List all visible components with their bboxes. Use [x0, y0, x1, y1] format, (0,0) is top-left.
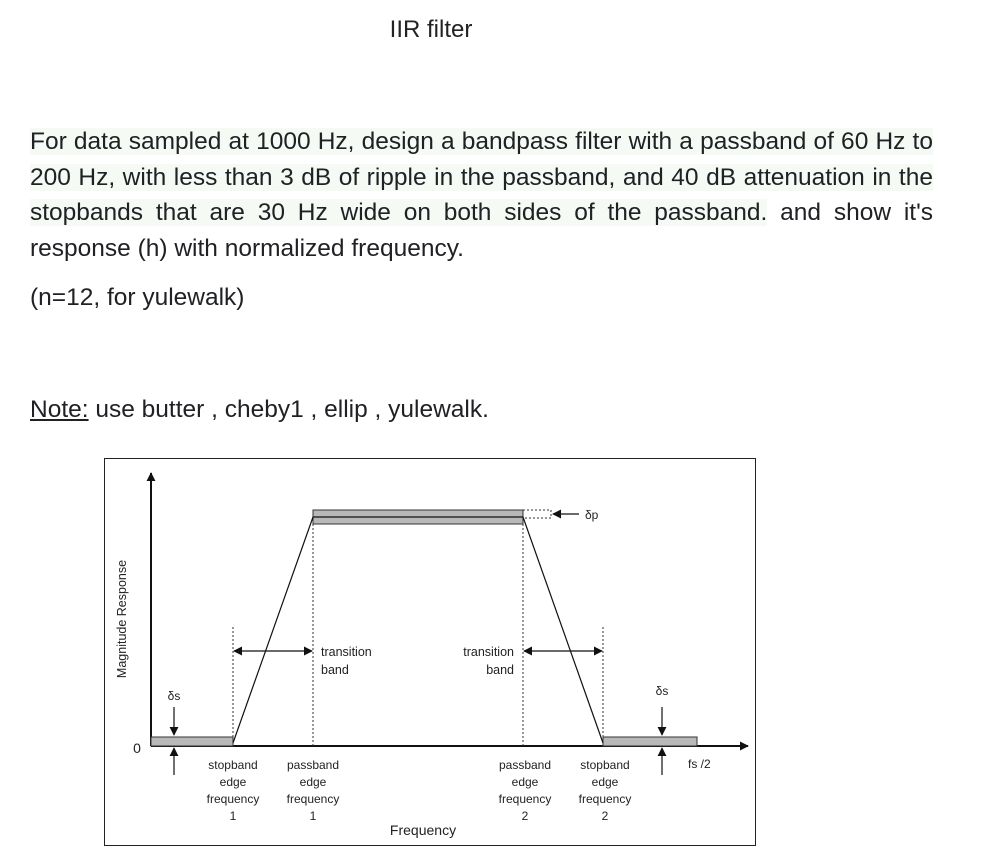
bandpass-spec-diagram: [105, 459, 755, 845]
passband-edge-2-line4: 2: [521, 809, 529, 823]
note-line: [30, 396, 489, 424]
page-title: IIR filter: [389, 16, 473, 43]
passband-edge-1-line2: edge: [299, 775, 327, 789]
note-text: use butter , cheby1 , ellip , yulewalk.: [88, 396, 489, 423]
delta-s-left-label: δs: [167, 689, 181, 703]
transition-band-left-line2: band: [321, 663, 349, 677]
zero-label: 0: [133, 740, 141, 756]
stopband-edge-1-line4: 1: [229, 809, 237, 823]
fs-half-label: fs /2: [688, 757, 711, 771]
passband-edge-1-label: [287, 758, 340, 823]
stopband-edge-2-line2: edge: [591, 775, 619, 789]
stopband-edge-2-label: [579, 758, 632, 823]
stopband-edge-2-line4: 2: [601, 809, 609, 823]
stopband-right-band: [603, 737, 697, 746]
passband-edge-1-line4: 1: [309, 809, 317, 823]
x-axis-label: Frequency: [389, 822, 457, 838]
stopband-edge-1-line2: edge: [219, 775, 247, 789]
y-axis-label: Magnitude Response: [115, 559, 129, 679]
stopband-edge-1-label: [207, 758, 260, 823]
stopband-edge-1-line1: stopband: [208, 758, 258, 772]
transition-band-left-line1: transition: [321, 645, 372, 659]
problem-text-rest: and show it's response (h) with normalized frequency.: [30, 199, 933, 262]
delta-s-right-label: δs: [655, 684, 669, 698]
delta-p-label: δp: [585, 508, 599, 522]
passband-edge-2-label: [499, 758, 552, 823]
stopband-edge-2-line3: frequency: [578, 792, 632, 806]
stopband-left-band: [151, 737, 233, 746]
stopband-edge-2-line1: stopband: [580, 758, 630, 772]
passband-edge-1-line3: frequency: [286, 792, 340, 806]
transition-band-right-line1: transition: [463, 645, 514, 659]
problem-text-highlighted: For data sampled at 1000 Hz, design a bandpass filter with a passband of 60 Hz to 200 Hz, with less than 3 dB of ripple in the passband, and 40 dB attenuation in the stopbands that are 30 Hz wide on both sides of the passband.: [30, 128, 933, 226]
stopband-edge-1-line3: frequency: [206, 792, 260, 806]
passband-edge-2-line1: passband: [498, 758, 552, 772]
note-label: Note:: [30, 396, 89, 423]
problem-statement: [30, 124, 933, 266]
order-note: (n=12, for yulewalk): [30, 284, 245, 311]
transition-band-right-line2: band: [486, 663, 514, 677]
passband-edge-2-line3: frequency: [498, 792, 552, 806]
bandpass-spec-figure: [104, 458, 756, 846]
passband-ripple-dashed: [523, 510, 551, 518]
response-shape: [233, 517, 603, 743]
passband-edge-1-line1: passband: [286, 758, 340, 772]
passband-edge-2-line2: edge: [511, 775, 539, 789]
